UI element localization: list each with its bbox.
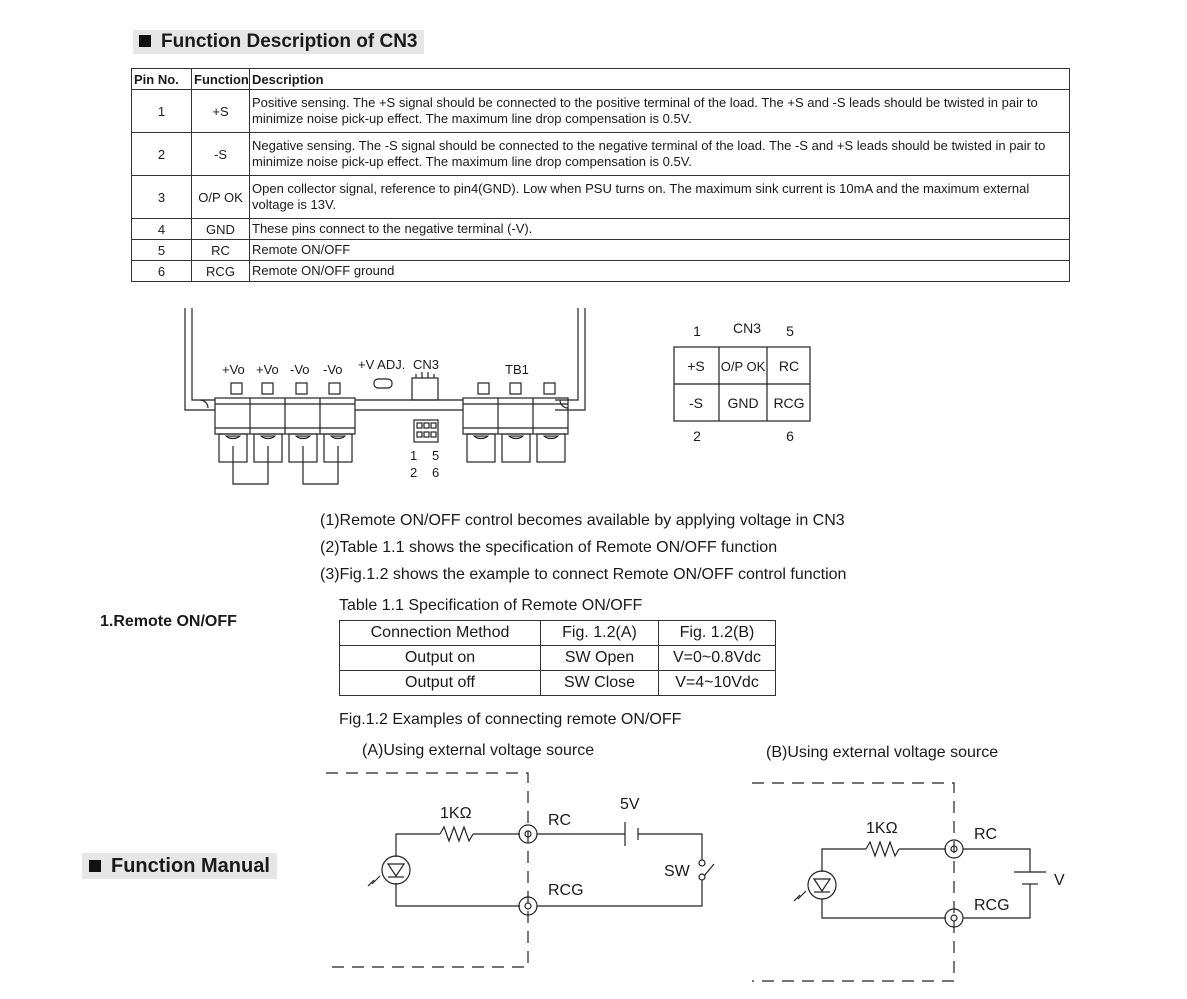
pinout-cell: +S xyxy=(687,358,705,374)
pin-cell: 5 xyxy=(132,240,192,261)
pin-cell: 3 xyxy=(132,176,192,219)
label-pin-2: 2 xyxy=(410,465,418,480)
pinout-cell: -S xyxy=(689,395,703,411)
label-vo3: -Vo xyxy=(290,362,310,377)
figure-caption: Fig.1.2 Examples of connecting remote ON/OFF xyxy=(339,711,682,728)
square-bullet-icon xyxy=(89,860,101,872)
circuit-b-rc-label: RC xyxy=(974,826,998,843)
label-vo1: +Vo xyxy=(222,362,245,377)
spec-header: Fig. 1.2(A) xyxy=(541,621,659,646)
circuit-a-rc-label: RC xyxy=(548,812,572,829)
description-cell: Remote ON/OFF xyxy=(250,240,1070,261)
circuit-b-rcg-label: RCG xyxy=(974,897,1010,914)
pin-cell: 1 xyxy=(132,90,192,133)
label-pin-5: 5 xyxy=(432,448,440,463)
pin-cell: 4 xyxy=(132,219,192,240)
circuit-a-switch-label: SW xyxy=(664,863,690,880)
header-pin: Pin No. xyxy=(132,69,192,90)
circuit-a-resistor-label: 1KΩ xyxy=(440,805,472,822)
spec-cell: Output off xyxy=(340,671,541,696)
function-cell: O/P OK xyxy=(192,176,250,219)
spec-cell: V=0~0.8Vdc xyxy=(659,646,776,671)
label-pin-6: 6 xyxy=(432,465,440,480)
circuit-b xyxy=(752,783,1065,981)
spec-cell: V=4~10Vdc xyxy=(659,671,776,696)
cn3-pinout-diagram xyxy=(674,320,810,444)
note-3: (3)Fig.1.2 shows the example to connect Remote ON/OFF control function xyxy=(320,566,847,583)
cn3-heading-text: Function Description of CN3 xyxy=(161,31,418,52)
description-cell: Remote ON/OFF ground xyxy=(250,261,1070,282)
function-manual-heading xyxy=(82,853,277,879)
label-tb1: TB1 xyxy=(505,362,529,377)
table-header-row xyxy=(340,621,776,646)
circuit-a-source-label: 5V xyxy=(620,796,640,813)
circuit-a-title: (A)Using external voltage source xyxy=(362,742,595,759)
spec-header: Fig. 1.2(B) xyxy=(659,621,776,646)
pinout-cell: GND xyxy=(727,395,759,411)
function-cell: -S xyxy=(192,133,250,176)
function-cell: +S xyxy=(192,90,250,133)
pinout-top-right: 5 xyxy=(786,323,794,339)
description-cell: Negative sensing. The -S signal should be connected to the negative terminal of the load. The -S and +S leads should be twisted in pair to minimize noise pick-up effect. The maximum line drop compensation is 0.5V. xyxy=(250,133,1070,176)
pinout-bottom-left: 2 xyxy=(693,428,701,444)
description-cell: Positive sensing. The +S signal should be connected to the positive terminal of the load. The +S and -S leads should be twisted in pair to minimize noise pick-up effect. The maximum line drop compensation is 0.5V. xyxy=(250,90,1070,133)
spec-cell: Output on xyxy=(340,646,541,671)
function-cell: GND xyxy=(192,219,250,240)
function-manual-heading-text: Function Manual xyxy=(111,855,270,877)
spec-header: Connection Method xyxy=(340,621,541,646)
function-cell: RC xyxy=(192,240,250,261)
table-row xyxy=(340,671,776,696)
label-vadj: +V ADJ. xyxy=(358,357,406,372)
circuit-b-source-label: V xyxy=(1054,872,1065,889)
label-vo2: +Vo xyxy=(256,362,279,377)
note-2: (2)Table 1.1 shows the specification of Remote ON/OFF function xyxy=(320,539,778,556)
label-vo4: -Vo xyxy=(323,362,343,377)
table-row xyxy=(340,646,776,671)
spec-table-caption: Table 1.1 Specification of Remote ON/OFF xyxy=(339,597,643,614)
pinout-bottom-right: 6 xyxy=(786,428,794,444)
circuit-a-rcg-label: RCG xyxy=(548,882,584,899)
pinout-top-left: 1 xyxy=(693,323,701,339)
spec-table xyxy=(339,620,776,696)
pinout-top-center: CN3 xyxy=(732,320,762,336)
circuit-b-resistor-label: 1KΩ xyxy=(866,820,898,837)
pin-cell: 2 xyxy=(132,133,192,176)
pinout-cell: RCG xyxy=(773,395,805,411)
pinout-cell: RC xyxy=(778,358,800,374)
label-cn3: CN3 xyxy=(413,357,440,372)
spec-cell: SW Open xyxy=(541,646,659,671)
circuit-a xyxy=(326,773,714,967)
description-cell: Open collector signal, reference to pin4(GND). Low when PSU turns on. The maximum sink current is 10mA and the maximum external voltage is 13V. xyxy=(250,176,1070,219)
label-pin-1: 1 xyxy=(410,448,418,463)
spec-cell: SW Close xyxy=(541,671,659,696)
function-cell: RCG xyxy=(192,261,250,282)
pin-cell: 6 xyxy=(132,261,192,282)
header-description: Description xyxy=(250,69,1070,90)
circuit-b-title: (B)Using external voltage source xyxy=(766,744,999,761)
pinout-cell: O/P OK xyxy=(720,359,766,374)
remote-section-title: 1.Remote ON/OFF xyxy=(100,613,237,630)
note-1: (1)Remote ON/OFF control becomes available by applying voltage in CN3 xyxy=(320,512,845,529)
header-function: Function xyxy=(192,69,250,90)
description-cell: These pins connect to the negative terminal (-V). xyxy=(250,219,1070,240)
